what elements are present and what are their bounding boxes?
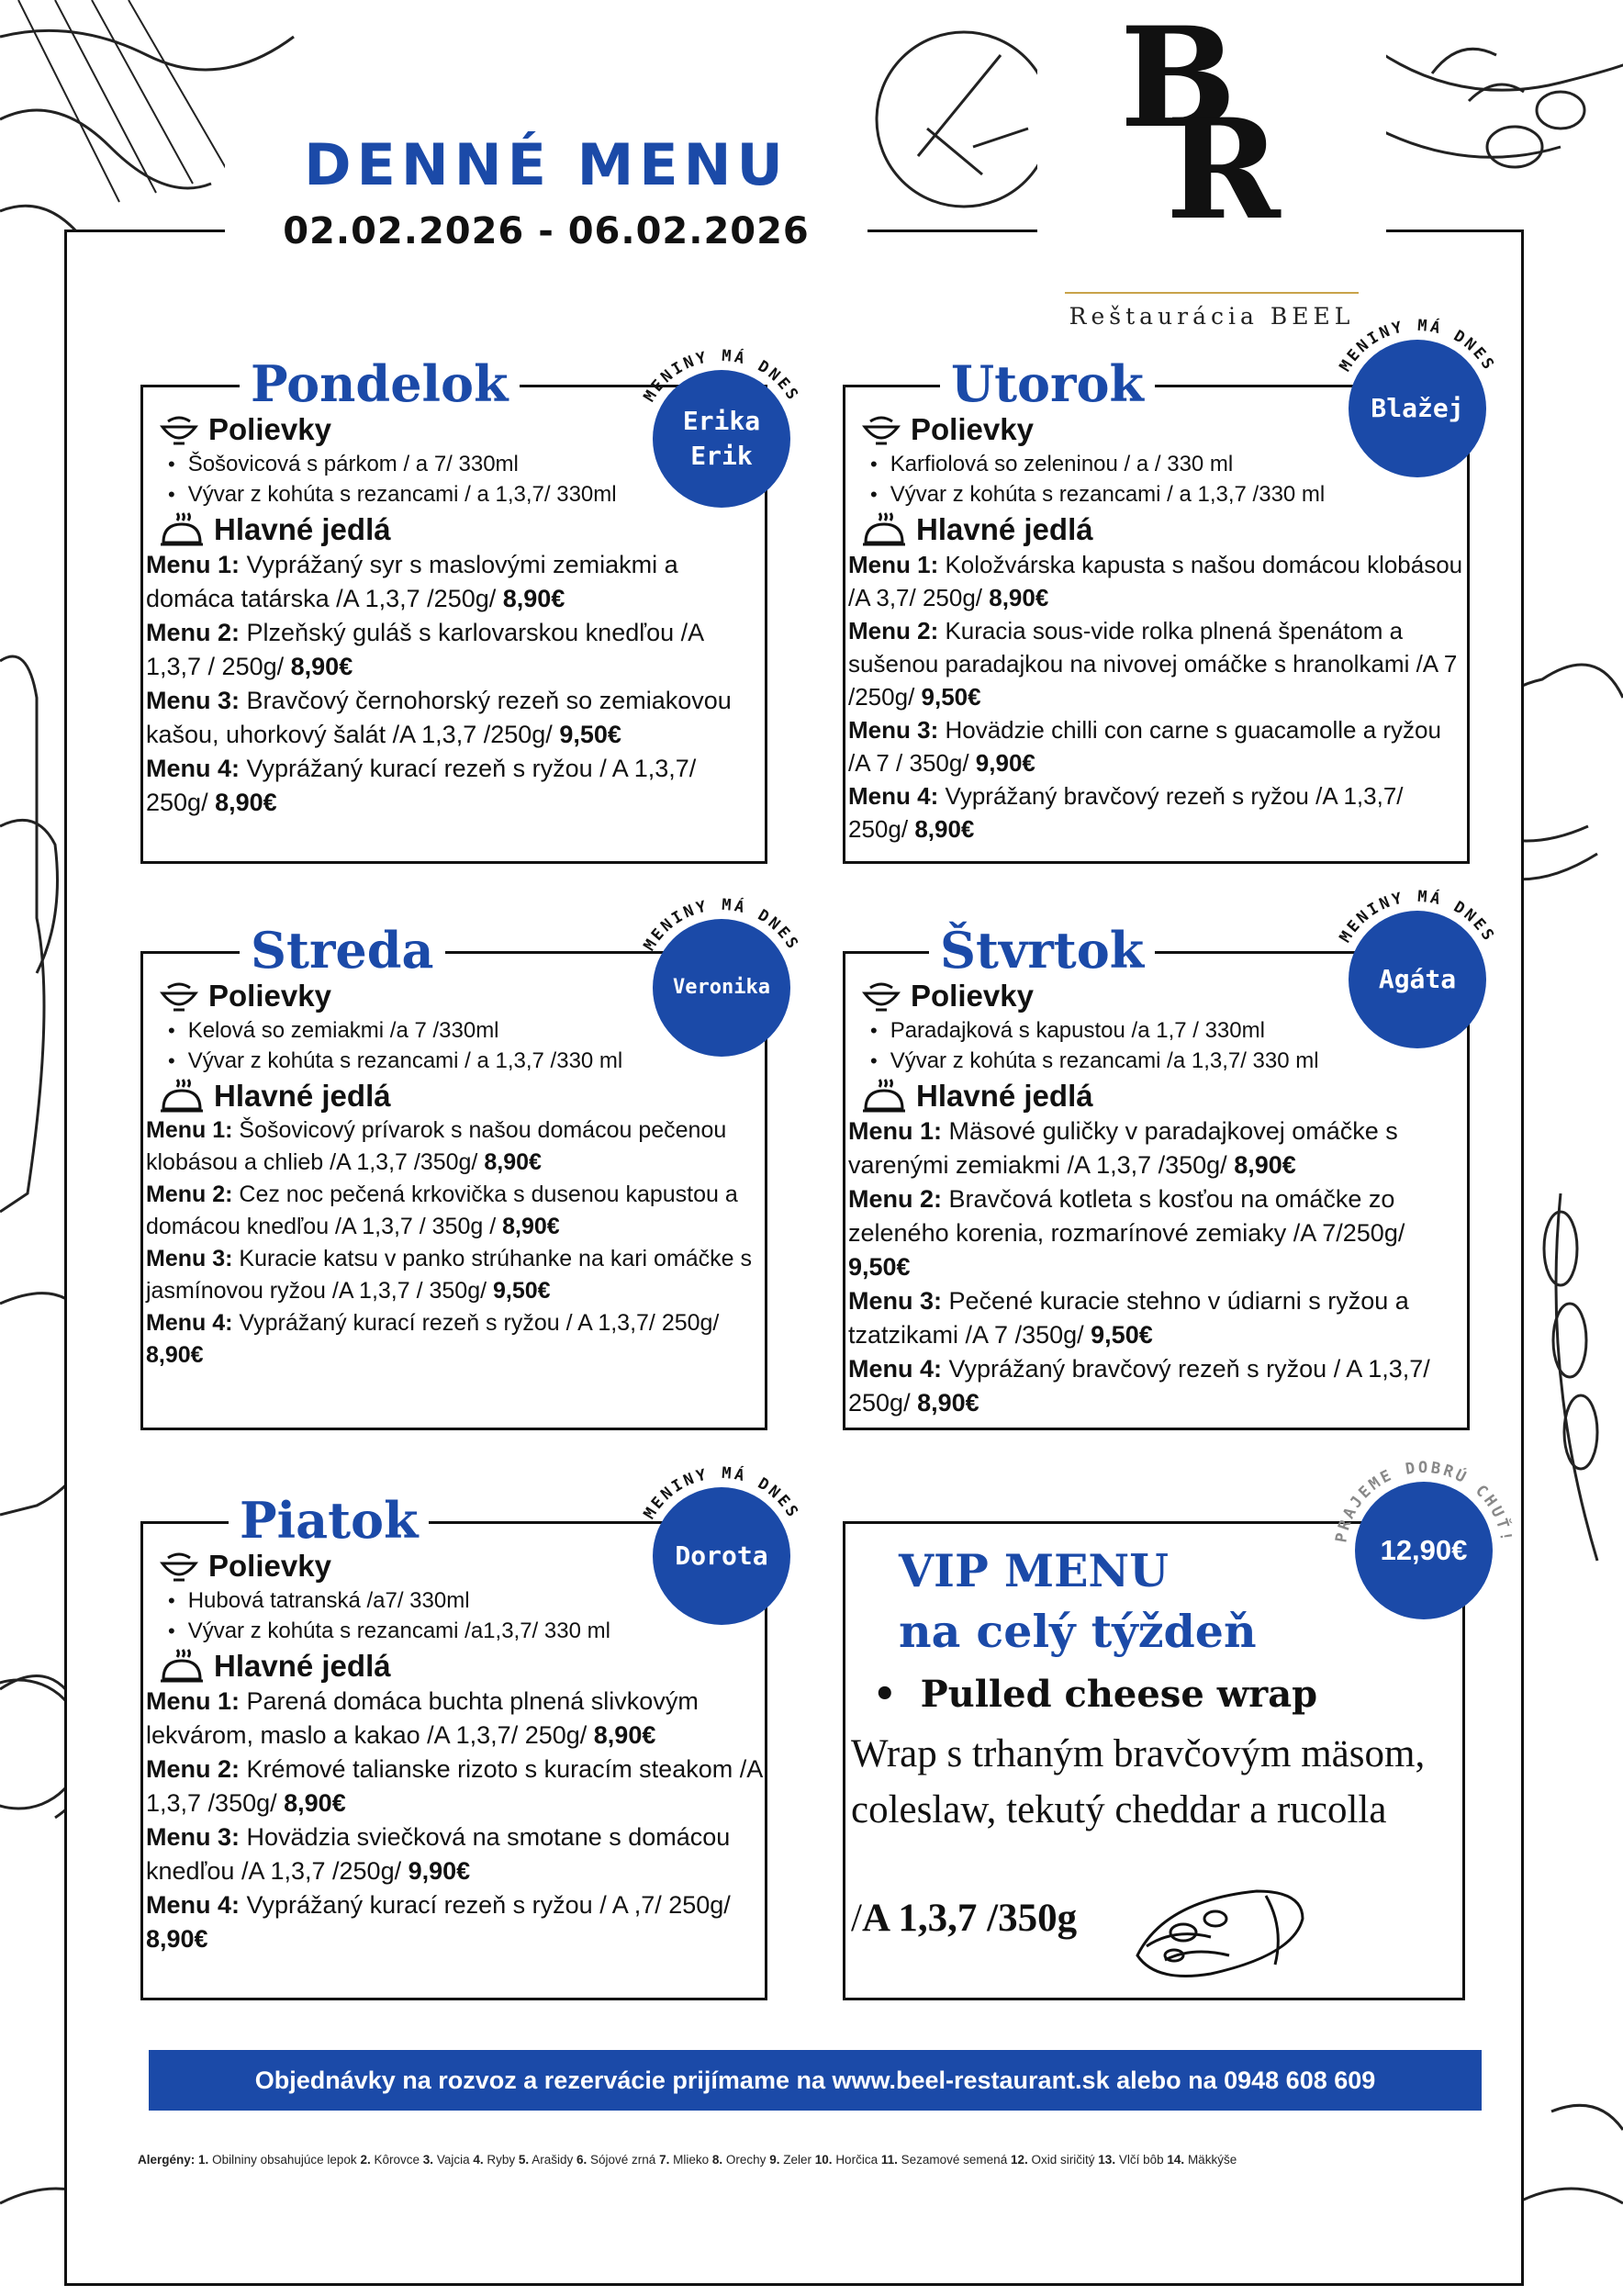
vip-description: Wrap s trhaným bravčovým mäsom, coleslaw, tekutý cheddar a rucolla [851,1732,1426,1831]
order-info-bar: Objednávky na rozvoz a rezervácie prijímame na www.beel-restaurant.sk alebo na 0948 608 609 [149,2050,1482,2111]
cloche-icon [861,1078,907,1114]
allergen-item: 7. Mlieko [659,2153,710,2167]
menu-item: Menu 4: Vyprážaný kurací rezeň s ryžou / A 1,3,7/ 250g/ 8,90€ [146,755,697,816]
menu-item: Menu 3: Hovädzia sviečková na smotane s domácou knedľou /A 1,3,7 /250g/ 9,90€ [146,1823,731,1885]
svg-text:MENINY MÁ DNES: MENINY MÁ DNES [640,346,803,406]
menu-item: Menu 3: Kuracie katsu v panko strúhanke na kari omáčke s jasmínovou ryžou /A 1,3,7 / 350g/ 9,50€ [146,1246,753,1304]
restaurant-name: Reštaurácia BEEL [1069,303,1355,330]
soups-heading: Polievky [159,1549,767,1584]
page-title: DENNÉ MENU [304,131,789,198]
menu-item: Menu 4: Vyprážaný kurací rezeň s ryžou / A ,7/ 250g/ 8,90€ [146,1891,731,1953]
menu-item: Menu 2: Krémové talianske rizoto s kuracím steakom /A 1,3,7 /350g/ 8,90€ [146,1755,762,1817]
vip-allergens: /A 1,3,7 /350g [851,1897,1078,1940]
day-title: Piatok [229,1488,429,1552]
nameday-badge-tuesday: Blažej [1349,340,1486,477]
menu-item: Menu 1: Vyprážaný syr s maslovými zemiakmi a domáca tatárska /A 1,3,7 /250g/ 8,90€ [146,551,678,612]
menu-item: Menu 1: Parená domáca buchta plnená slivkovým lekvárom, maslo a kakao /A 1,3,7/ 250g/ 8,90€ [146,1687,699,1749]
nameday-ring-friday [611,1446,832,1666]
menu-item: Menu 3: Bravčový černohorský rezeň so zemiakovou kašou, uhorkový šalát /A 1,3,7 /250g/ 9,50€ [146,687,732,748]
cloche-icon [159,511,205,548]
vip-price-badge: 12,90€ [1355,1482,1493,1619]
wrap-illustration [1128,1882,1312,1983]
nameday-ring-monday [611,329,832,549]
soup-bowl-icon [159,412,199,447]
good-appetite-ring [1304,1431,1543,1670]
day-title: Pondelok [240,352,520,416]
allergen-item: 3. Vajcia [422,2153,470,2167]
mains-list [843,1114,1470,1420]
allergen-item: 6. Sójové zrná [576,2153,656,2167]
list-item: • Karfiolová so zeleninou / a / 330 ml [870,449,1470,479]
cloche-icon [159,1648,205,1685]
day-title: Streda [240,918,445,982]
menu-item: Menu 2: Kuracia sous-vide rolka plnená špenátom a sušenou paradajkou na nivovej omáčke s hranolkami /A 7 /250g/ 9,50€ [848,617,1458,711]
mains-list [843,548,1470,846]
mains-heading: Hlavné jedlá [159,1078,767,1114]
allergen-item: 4. Ryby [473,2153,516,2167]
allergens-legend: Alergény: 1. Obilniny obsahujúce lepok 2. Kôrovce 3. Vajcia 4. Ryby 5. Arašidy 6. Sójové zrná 7. Mlieko 8. Orechy 9. Zeler 10. Horčica 11. Sezamové semená 12. Oxid siričitý 13. Vlčí bôb 14. Mäkkýše [138,2153,1237,2167]
allergen-item: 1. Obilniny obsahujúce lepok [198,2153,357,2167]
soups-heading: Polievky [159,979,767,1014]
cloche-icon [159,1078,205,1114]
svg-text:MENINY MÁ DNES: MENINY MÁ DNES [640,1463,803,1523]
nameday-ring-thursday [1307,869,1528,1090]
menu-item: Menu 4: Vyprážaný bravčový rezeň s ryžou / A 1,3,7/ 250g/ 8,90€ [848,1355,1430,1417]
nameday-badge-wednesday: Veronika [653,919,790,1057]
allergen-item: 9. Zeler [769,2153,812,2167]
menu-item: Menu 1: Šošovicový prívarok s našou domácou pečenou klobásou a chlieb /A 1,3,7 /350g/ 8,90€ [146,1117,727,1175]
mains-list [140,1114,767,1372]
allergen-item: 8. Orechy [711,2153,767,2167]
allergen-item: 2. Kôrovce [360,2153,420,2167]
svg-text:PRAJEME DOBRÚ CHUŤ!: PRAJEME DOBRÚ CHUŤ! [1332,1458,1516,1545]
menu-item: Menu 4: Vyprážaný bravčový rezeň s ryžou /A 1,3,7/ 250g/ 8,90€ [848,782,1404,843]
svg-text:MENINY MÁ DNES: MENINY MÁ DNES [1336,887,1499,946]
allergen-item: 10. Horčica [814,2153,879,2167]
svg-text:MENINY MÁ DNES: MENINY MÁ DNES [1336,316,1499,375]
vip-item-name: • Pulled cheese wrap [873,1673,1317,1716]
nameday-badge-friday: Dorota [653,1487,790,1625]
logo-monogram: B R [1120,0,1281,251]
menu-item: Menu 2: Plzeňský guláš s karlovarskou knedľou /A 1,3,7 / 250g/ 8,90€ [146,619,703,680]
soup-bowl-icon [159,1549,199,1584]
date-range: 02.02.2026 - 06.02.2026 [283,210,810,252]
mains-heading: Hlavné jedlá [861,1078,1470,1114]
list-item: • Vývar z kohúta s rezancami / a 1,3,7 /330 ml [870,479,1470,510]
mains-heading: Hlavné jedlá [159,511,767,548]
menu-item: Menu 2: Cez noc pečená krkovička s dusenou kapustou a domácou knedľou /A 1,3,7 / 350g / 8,90€ [146,1182,738,1239]
vip-title: VIP MENU na celý týždeň [899,1544,1257,1658]
mains-heading: Hlavné jedlá [861,511,1470,548]
menu-item: Menu 1: Koložvárska kapusta s našou domácou klobásou /A 3,7/ 250g/ 8,90€ [848,551,1463,611]
header [225,124,867,289]
logo-divider [1065,292,1359,294]
mains-list [140,548,767,820]
nameday-ring-wednesday [611,878,832,1098]
nameday-ring-tuesday [1307,298,1528,519]
day-title: Utorok [940,352,1155,416]
list-item: • Kelová so zemiakmi /a 7 /330ml [168,1015,767,1046]
menu-item: Menu 3: Pečené kuracie stehno v údiarni s ryžou a tzatzikami /A 7 /350g/ 9,50€ [848,1287,1409,1349]
mains-heading: Hlavné jedlá [159,1648,767,1685]
menu-item: Menu 1: Mäsové guličky v paradajkovej omáčke s varenými zemiakmi /A 1,3,7 /350g/ 8,90€ [848,1117,1398,1179]
allergen-item: 5. Arašidy [518,2153,574,2167]
allergen-item: 12. Oxid siričitý [1010,2153,1095,2167]
allergen-item: 11. Sezamové semená [880,2153,1008,2167]
soups-heading: Polievky [861,979,1470,1014]
menu-item: Menu 4: Vyprážaný kurací rezeň s ryžou / A 1,3,7/ 250g/ 8,90€ [146,1310,720,1368]
list-item: • Paradajková s kapustou /a 1,7 / 330ml [870,1015,1470,1046]
list-item: • Šošovicová s párkom / a 7/ 330ml [168,449,767,479]
soup-bowl-icon [861,979,901,1014]
day-title: Štvrtok [929,918,1155,982]
list-item: • Vývar z kohúta s rezancami /a1,3,7/ 330 ml [168,1616,767,1646]
allergen-item: 14. Mäkkýše [1167,2153,1237,2167]
svg-text:MENINY MÁ DNES: MENINY MÁ DNES [640,895,803,955]
soups-heading: Polievky [159,412,767,447]
list-item: • Vývar z kohúta s rezancami /a 1,3,7/ 330 ml [870,1046,1470,1076]
nameday-badge-thursday: Agáta [1349,911,1486,1048]
list-item: • Vývar z kohúta s rezancami / a 1,3,7/ 330ml [168,479,767,510]
mains-list [140,1685,767,1956]
cloche-icon [861,511,907,548]
menu-item: Menu 3: Hovädzie chilli con carne s guacamolle a ryžou /A 7 / 350g/ 9,90€ [848,716,1441,777]
menu-item: Menu 2: Bravčová kotleta s kosťou na omáčke zo zeleného korenia, rozmarínové zemiaky /A 7/250g/ 9,50€ [848,1185,1405,1281]
soup-bowl-icon [159,979,199,1014]
list-item: • Vývar z kohúta s rezancami / a 1,3,7 /330 ml [168,1046,767,1076]
soups-heading: Polievky [861,412,1470,447]
soup-bowl-icon [861,412,901,447]
list-item: • Hubová tatranská /a7/ 330ml [168,1585,767,1616]
nameday-badge-monday: Erika Erik [653,370,790,508]
allergen-item: 13. Vlčí bôb [1098,2153,1164,2167]
restaurant-logo [1037,0,1386,340]
